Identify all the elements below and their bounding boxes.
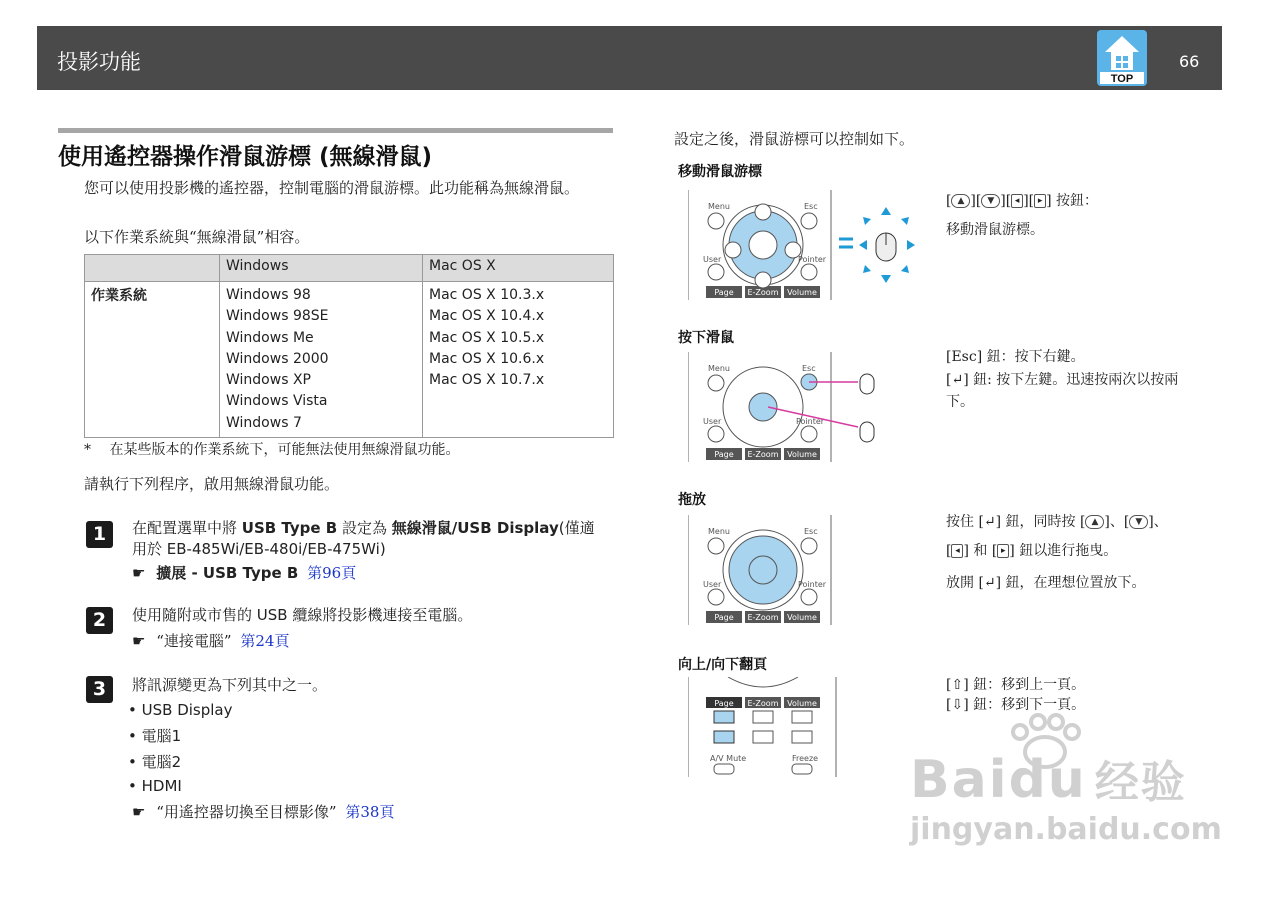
section-rule — [58, 128, 613, 133]
header-title: 投影功能 — [57, 50, 141, 74]
right-key-icon: ▸ — [997, 544, 1009, 558]
remote-page-label: Page — [714, 699, 734, 708]
step-number-badge: 2 — [86, 607, 113, 634]
watermark-url: jingyan.baidu.com — [910, 812, 1222, 847]
mac-cell — [423, 282, 614, 438]
drag-line1-end: ]、 — [1148, 514, 1168, 530]
step-3-ref-text: “用遙控器切換至目標影像” — [156, 803, 337, 821]
up-key-icon: ▲ — [1085, 515, 1104, 529]
remote-avmute-label: A/V Mute — [710, 754, 747, 763]
remote-page-label: Page — [714, 288, 734, 297]
page-header — [37, 26, 1222, 90]
move-line1-text: 按鈕： — [1056, 193, 1099, 209]
table-row — [85, 282, 614, 438]
step-number-badge: 3 — [86, 676, 113, 703]
up-key-icon: ▲ — [951, 194, 970, 208]
step-1-text-c: 設定為 — [337, 519, 392, 537]
mac-version: Mac OS X 10.4.x — [429, 308, 545, 325]
move-heading: 移動滑鼠游標 — [678, 164, 762, 180]
remote-volume-label: Volume — [787, 450, 817, 459]
windows-version: Windows 98SE — [226, 308, 329, 325]
remote-move-illustration — [688, 190, 833, 300]
remote-user-label: User — [703, 580, 722, 589]
reference-arrow-icon: ☛ — [132, 564, 146, 582]
remote-ezoom-label: E-Zoom — [747, 450, 779, 459]
remote-pointer-label: Pointer — [798, 580, 827, 589]
table-header-mac: Mac OS X — [423, 255, 614, 282]
drag-heading: 拖放 — [678, 492, 706, 508]
bullet-icon: • — [128, 701, 137, 719]
drag-line2 — [946, 540, 1117, 562]
down-key-icon: ▼ — [981, 194, 1000, 208]
step-3-ref-link[interactable]: 第38頁 — [345, 803, 395, 821]
drag-line2-text-a: [ — [946, 543, 952, 559]
remote-menu-label: Menu — [708, 202, 730, 211]
bullet-icon: • — [128, 777, 137, 795]
mouse-move-arrows-icon — [835, 205, 920, 285]
step-1-text-line2: 用於 EB-485Wi/EB-480i/EB-475Wi) — [132, 540, 386, 558]
mac-version: Mac OS X 10.3.x — [429, 287, 545, 303]
list-item — [128, 725, 181, 746]
remote-ezoom-label: E-Zoom — [747, 613, 779, 622]
remote-volume-label: Volume — [787, 613, 817, 622]
drag-line3: 放開 [↵] 鈕，在理想位置放下。 — [946, 575, 1146, 591]
step-1-ref-text: 擴展 - USB Type B — [156, 564, 299, 582]
table-header-cell — [85, 255, 220, 282]
remote-freeze-label: Freeze — [792, 754, 819, 763]
footnote-mark: * — [84, 442, 91, 458]
remote-page-label: Page — [714, 450, 734, 459]
remote-menu-label: Menu — [708, 364, 730, 373]
os-compat-table — [84, 254, 614, 438]
remote-user-label: User — [703, 417, 722, 426]
remote-esc-label: Esc — [804, 202, 818, 211]
mac-version: Mac OS X 10.6.x — [429, 350, 545, 367]
intro-paragraph: 您可以使用投影機的遙控器，控制電腦的滑鼠游標。此功能稱為無線滑鼠。 — [84, 179, 580, 197]
step-1-text-b: USB Type B — [241, 519, 338, 537]
bullet-icon: • — [128, 727, 137, 745]
page-line1: [⇧] 鈕：移到上一頁。 — [946, 677, 1086, 693]
remote-esc-label: Esc — [802, 364, 816, 373]
step-1-ref-link[interactable]: 第96頁 — [307, 564, 357, 582]
list-item — [128, 701, 233, 719]
windows-version: Windows 2000 — [226, 350, 329, 367]
drag-line1 — [946, 511, 1168, 533]
drag-line2-end: ] 鈕以進行拖曳。 — [1009, 543, 1118, 559]
watermark-brand — [910, 746, 1187, 810]
step-1-text — [132, 518, 614, 539]
mac-version: Mac OS X 10.7.x — [429, 372, 545, 389]
step-1-text-a: 在配置選單中將 — [132, 519, 242, 537]
remote-pointer-label: Pointer — [798, 255, 827, 264]
table-header-row — [85, 255, 614, 282]
reference-arrow-icon: ☛ — [132, 803, 146, 821]
windows-version: Windows Vista — [226, 393, 328, 410]
remote-page-label: Page — [714, 613, 734, 622]
windows-cell — [220, 282, 423, 438]
step-1-reference — [132, 563, 356, 584]
left-key-icon: ◂ — [951, 544, 963, 558]
remote-esc-label: Esc — [804, 527, 818, 536]
remote-ezoom-label: E-Zoom — [747, 699, 779, 708]
row-header: 作業系統 — [85, 282, 220, 438]
mac-version: Mac OS X 10.5.x — [429, 329, 545, 346]
list-item-label: 電腦1 — [141, 727, 182, 745]
compat-text: 以下作業系統與“無線滑鼠”相容。 — [84, 228, 310, 246]
remote-volume-label: Volume — [787, 699, 817, 708]
remote-click-illustration — [688, 352, 888, 462]
table-header-windows: Windows — [220, 255, 423, 282]
watermark-brand-a: Bai — [910, 750, 1009, 810]
footnote — [84, 440, 459, 461]
section-title: 使用遙控器操作滑鼠游標 (無線滑鼠) — [58, 144, 433, 170]
list-item-label: USB Display — [141, 701, 233, 719]
top-home-icon[interactable] — [1097, 30, 1147, 86]
left-key-icon: ◂ — [1011, 194, 1023, 208]
remote-pointer-label: Pointer — [796, 417, 825, 426]
windows-version: Windows XP — [226, 372, 311, 389]
drag-line1-sep: ]、[ — [1104, 514, 1130, 530]
step-2-text: 使用隨附或市售的 USB 纜線將投影機連接至電腦。 — [132, 606, 473, 624]
footnote-text: 在某些版本的作業系統下，可能無法使用無線滑鼠功能。 — [109, 442, 460, 458]
remote-ezoom-label: E-Zoom — [747, 288, 779, 297]
step-3-reference — [132, 802, 394, 823]
top-label: TOP — [1110, 73, 1134, 85]
list-item — [128, 777, 182, 795]
right-intro: 設定之後，滑鼠游標可以控制如下。 — [674, 130, 915, 148]
windows-version: Windows Me — [226, 329, 314, 346]
windows-version: Windows 98 — [226, 287, 311, 303]
click-line1: [Esc] 鈕：按下右鍵。 — [946, 349, 1085, 365]
remote-drag-illustration — [688, 515, 833, 625]
procedure-intro: 請執行下列程序，啟用無線滑鼠功能。 — [84, 475, 340, 493]
remote-user-label: User — [703, 255, 722, 264]
step-2-ref-link[interactable]: 第24頁 — [240, 632, 290, 650]
bullet-icon: • — [128, 753, 137, 771]
drag-line1-text-a: 按住 [↵] 鈕，同時按 [ — [946, 514, 1086, 530]
reference-arrow-icon: ☛ — [132, 632, 146, 650]
step-3-text: 將訊源變更為下列其中之一。 — [132, 676, 328, 694]
step-2-reference — [132, 631, 289, 652]
page-number: 66 — [1179, 52, 1200, 71]
watermark-cn: 经验 — [1094, 757, 1187, 808]
right-key-icon: ▸ — [1034, 194, 1046, 208]
move-line1: [ ▲ ][ ▼ ][ ◂ ][ ▸ ] 按鈕： — [946, 193, 1099, 209]
click-line2: [↵] 鈕: 按下左鍵。迅速按兩次以按兩下。 — [946, 372, 1179, 410]
remote-page-illustration — [688, 677, 838, 777]
list-item — [128, 751, 181, 772]
watermark-brand-b: du — [1008, 750, 1087, 810]
remote-volume-label: Volume — [787, 288, 817, 297]
step-number-badge: 1 — [86, 521, 113, 548]
remote-menu-label: Menu — [708, 527, 730, 536]
windows-version: Windows 7 — [226, 414, 302, 431]
click-heading: 按下滑鼠 — [678, 330, 734, 346]
page-line2: [⇩] 鈕：移到下一頁。 — [946, 697, 1086, 713]
page-heading: 向上/向下翻頁 — [678, 657, 768, 673]
step-1-text-d: 無線滑鼠/USB Display — [391, 519, 559, 537]
move-line2: 移動滑鼠游標。 — [946, 222, 1044, 238]
step-2-ref-text: “連接電腦” — [156, 632, 232, 650]
step-1-text-e: (僅適 — [558, 519, 595, 537]
drag-line2-mid: ] 和 [ — [963, 543, 998, 559]
list-item-label: 電腦2 — [141, 753, 182, 771]
list-item-label: HDMI — [141, 777, 182, 795]
down-key-icon: ▼ — [1129, 515, 1148, 529]
